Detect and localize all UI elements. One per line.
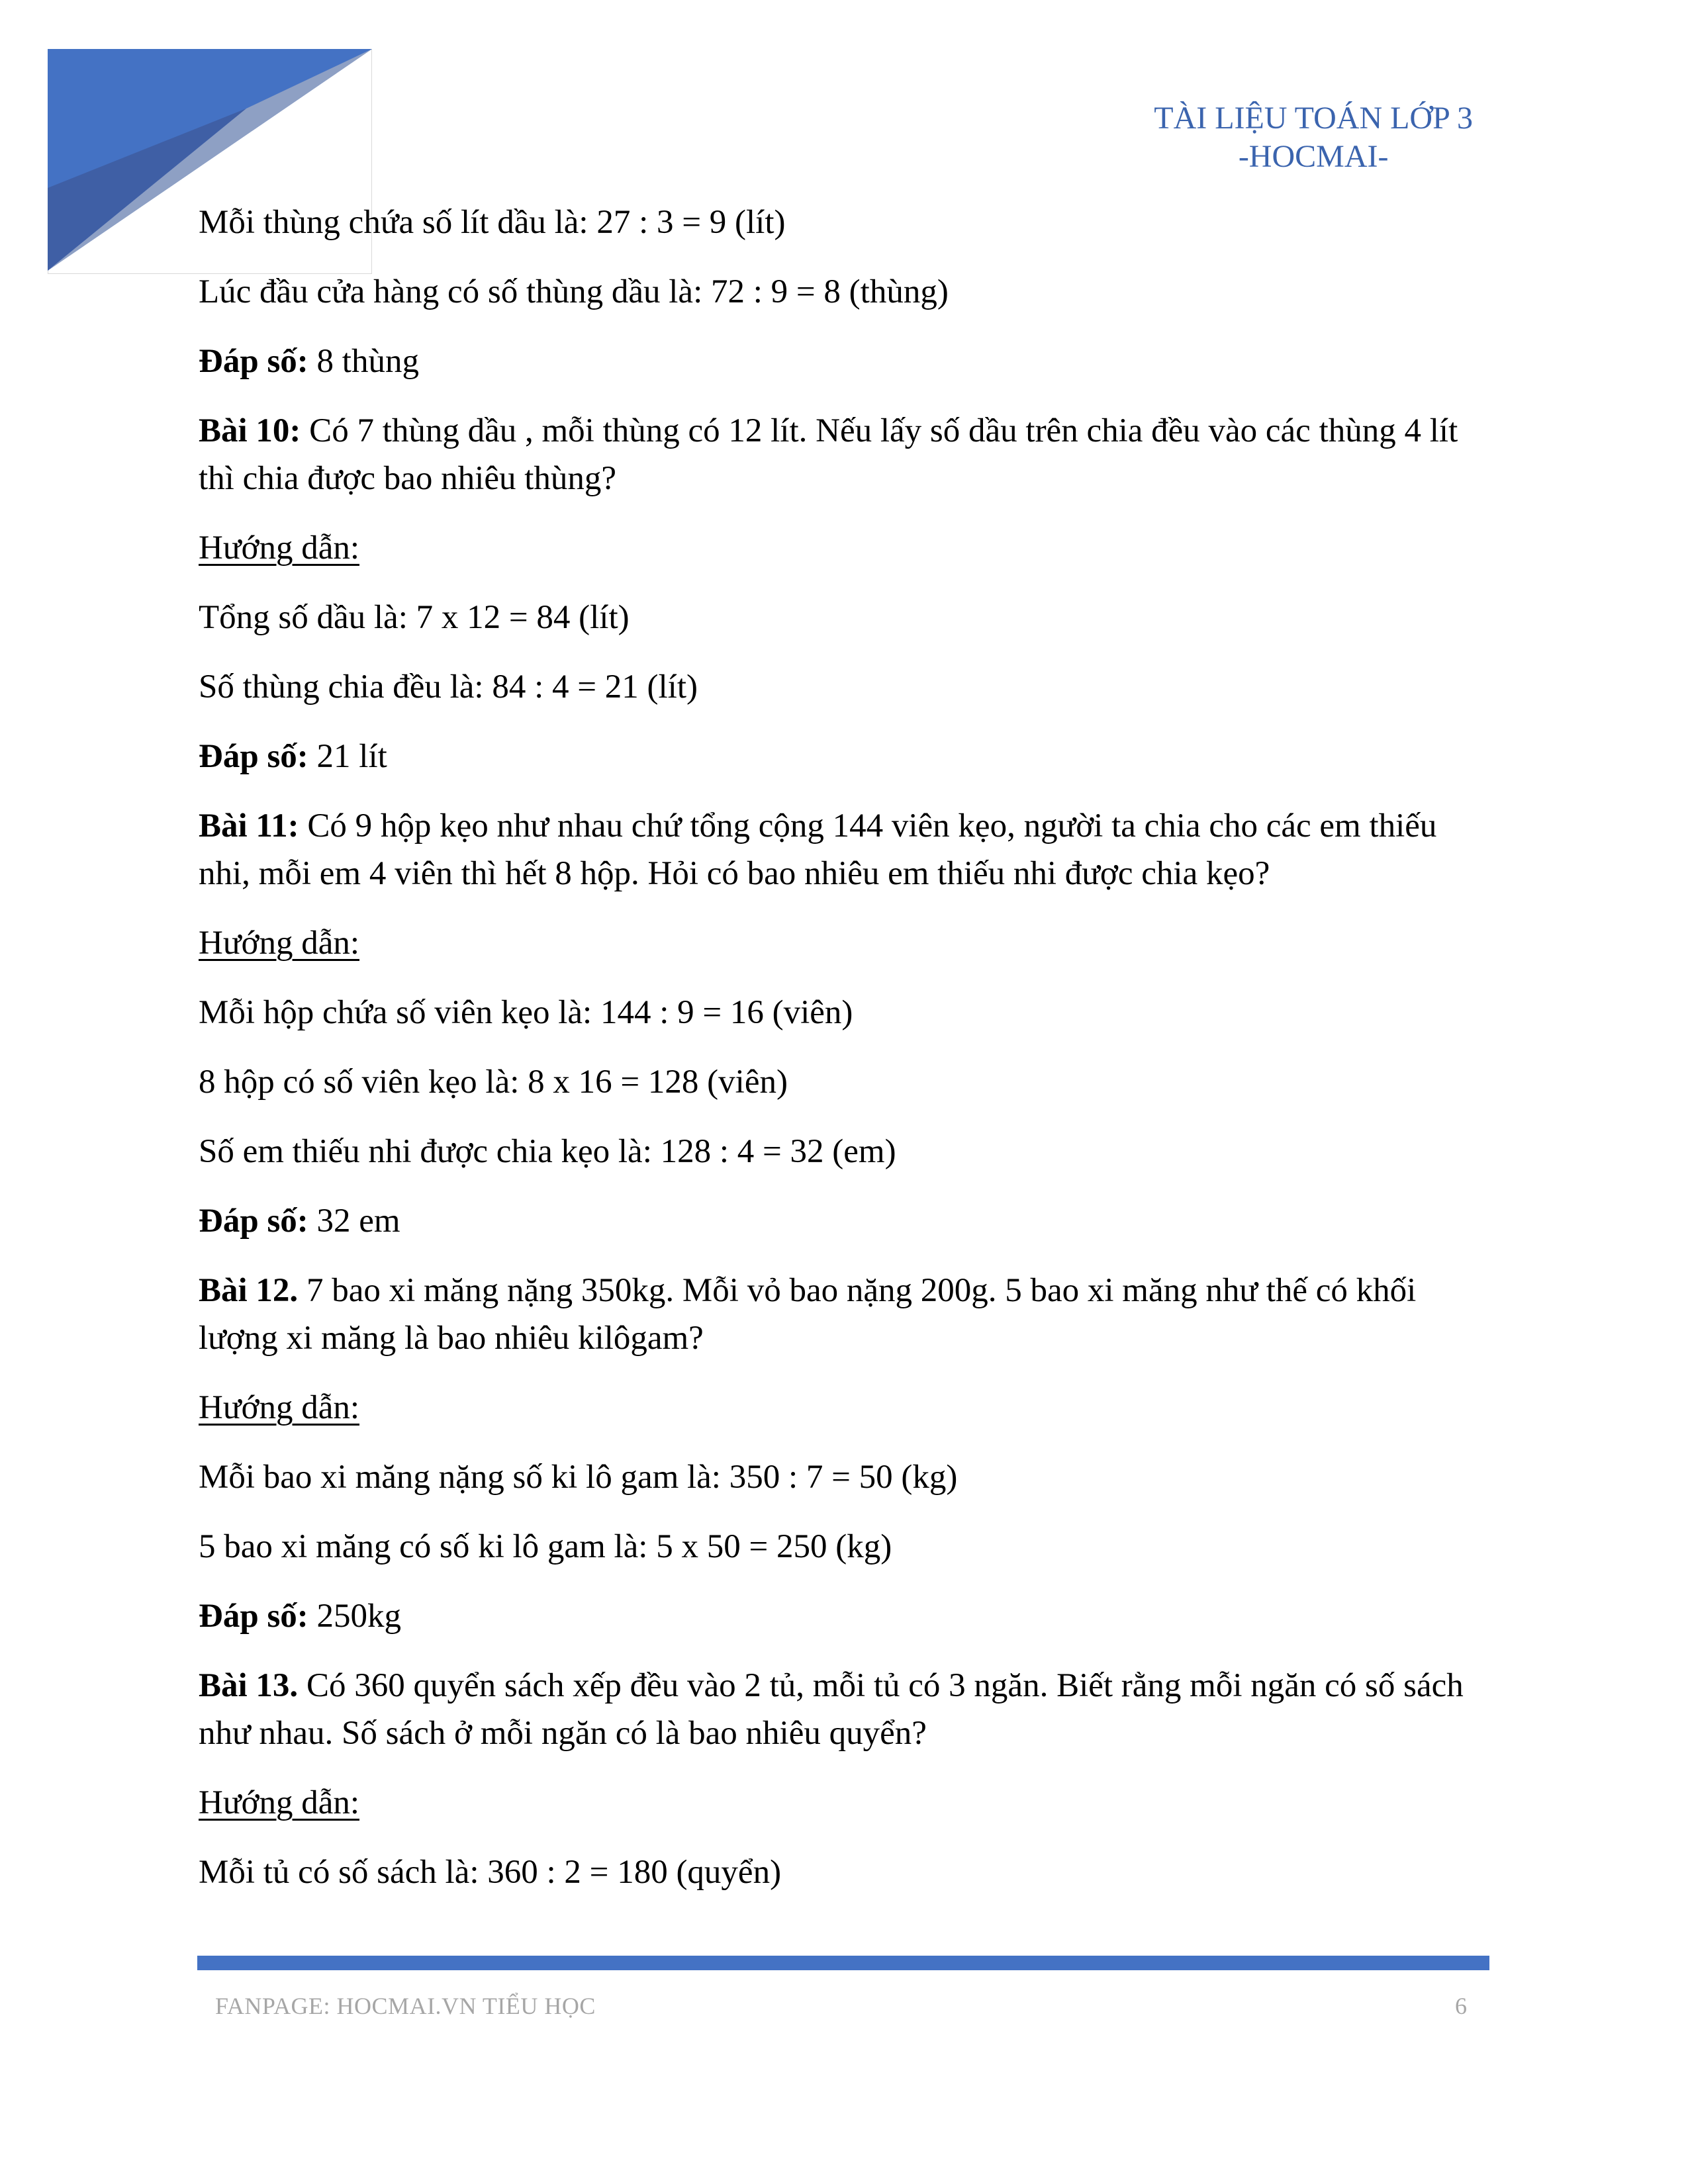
document-body (199, 199, 1496, 1918)
answer-line (199, 338, 1496, 385)
guide-heading (199, 1779, 1496, 1827)
guide-label: Hướng dẫn: (199, 1784, 359, 1821)
exercise-label: Bài 12. (199, 1272, 299, 1309)
answer-label: Đáp số: (199, 1203, 308, 1240)
solution-line: 5 bao xi măng có số ki lô gam là: 5 x 50 = 250 (kg) (199, 1528, 892, 1565)
exercise-text: Có 360 quyển sách xếp đều vào 2 tủ, mỗi tủ có 3 ngăn. Biết rằng mỗi ngăn có số sách như nhau. Số sách ở mỗi ngăn có là bao nhiêu quyển? (199, 1667, 1464, 1752)
answer-line (199, 1592, 1496, 1640)
exercise-10 (199, 407, 1496, 502)
answer-value: 250kg (308, 1598, 402, 1635)
guide-label: Hướng dẫn: (199, 1389, 359, 1426)
header-subtitle: -HOCMAI- (1238, 139, 1389, 174)
page-number: 6 (1455, 1993, 1467, 2019)
solution-line: Mỗi hộp chứa số viên kẹo là: 144 : 9 = 16 (viên) (199, 994, 853, 1031)
solution-line: Lúc đầu cửa hàng có số thùng dầu là: 72 : 9 = 8 (thùng) (199, 273, 949, 310)
exercise-text: Có 7 thùng dầu , mỗi thùng có 12 lít. Nếu lấy số dầu trên chia đều vào các thùng 4 lít thì chia được bao nhiêu thùng? (199, 412, 1458, 497)
guide-label: Hướng dẫn: (199, 925, 359, 962)
answer-value: 32 em (308, 1203, 400, 1240)
header-title: TÀI LIỆU TOÁN LỚP 3 (1154, 101, 1473, 136)
solution-line: Số em thiếu nhi được chia kẹo là: 128 : 4 = 32 (em) (199, 1133, 896, 1170)
exercise-label: Bài 13. (199, 1667, 299, 1704)
solution-line: Tổng số dầu là: 7 x 12 = 84 (lít) (199, 599, 630, 636)
footer-divider (197, 1956, 1489, 1970)
exercise-text: Có 9 hộp kẹo như nhau chứ tổng cộng 144 viên kẹo, người ta chia cho các em thiếu nhi, mỗi em 4 viên thì hết 8 hộp. Hỏi có bao nhiêu em thiếu nhi được chia kẹo? (199, 807, 1437, 892)
guide-heading (199, 524, 1496, 572)
answer-label: Đáp số: (199, 1598, 308, 1635)
solution-line: Mỗi bao xi măng nặng số ki lô gam là: 350 : 7 = 50 (kg) (199, 1459, 958, 1496)
answer-label: Đáp số: (199, 738, 308, 775)
footer-fanpage: FANPAGE: HOCMAI.VN TIỂU HỌC (215, 1993, 596, 2019)
solution-line: Mỗi tủ có số sách là: 360 : 2 = 180 (quyển) (199, 1854, 782, 1891)
exercise-13 (199, 1662, 1496, 1757)
exercise-text: 7 bao xi măng nặng 350kg. Mỗi vỏ bao nặng 200g. 5 bao xi măng như thế có khối lượng xi măng là bao nhiêu kilôgam? (199, 1272, 1417, 1357)
answer-line (199, 1197, 1496, 1245)
exercise-12 (199, 1267, 1496, 1362)
answer-line (199, 733, 1496, 780)
answer-label: Đáp số: (199, 343, 308, 380)
solution-line: 8 hộp có số viên kẹo là: 8 x 16 = 128 (viên) (199, 1064, 788, 1101)
exercise-11 (199, 802, 1496, 897)
exercise-label: Bài 10: (199, 412, 301, 449)
solution-line: Số thùng chia đều là: 84 : 4 = 21 (lít) (199, 668, 698, 705)
exercise-label: Bài 11: (199, 807, 299, 844)
solution-line: Mỗi thùng chứa số lít dầu là: 27 : 3 = 9 (lít) (199, 204, 786, 241)
answer-value: 8 thùng (308, 343, 419, 380)
document-header (1154, 99, 1473, 176)
guide-heading (199, 919, 1496, 967)
answer-value: 21 lít (308, 738, 387, 775)
guide-heading (199, 1384, 1496, 1432)
guide-label: Hướng dẫn: (199, 529, 359, 567)
